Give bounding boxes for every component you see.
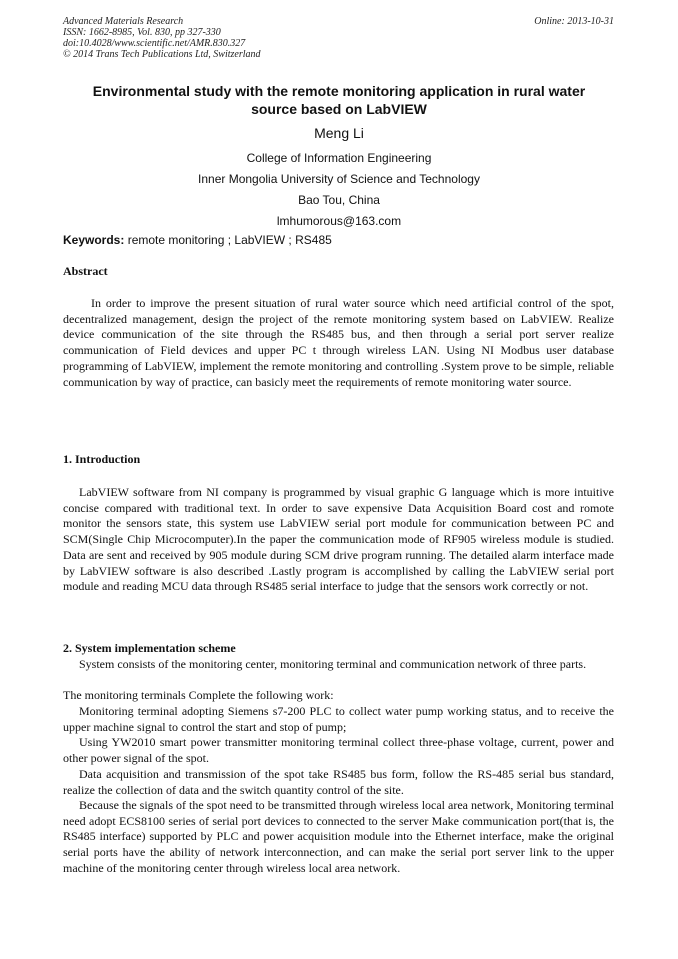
section-1-heading: 1. Introduction: [63, 452, 141, 466]
keywords-list: remote monitoring ; LabVIEW ; RS485: [124, 233, 332, 247]
paper-title: Environmental study with the remote monitoring application in rural water source based on LabVIEW: [92, 83, 586, 117]
author-email: lmhumorous@163.com: [276, 214, 402, 228]
journal-header: [63, 16, 423, 60]
section-2-paragraph-3: Monitoring terminal adopting Siemens s7-200 PLC to collect water pump working status, and to receive the upper machine signal to control the start and stop of pump;: [63, 704, 614, 734]
keywords-label: Keywords:: [63, 233, 125, 247]
section-2-paragraph-6: Because the signals of the spot need to be transmitted through wireless local area network, Monitoring terminal need adopt ECS8100 series of serial port devices to connected to the server Make communication port(that is, the RS485 interface) supported by PLC and power acquisition module into the Ethernet interface, make the original serial ports have the ability of network interconnection, and can make the serial port server link to the upper machine of the monitoring center through wireless local area network.: [63, 798, 614, 875]
journal-name: Advanced Materials Research: [63, 16, 184, 27]
issn-line: ISSN: 1662-8985, Vol. 830, pp 327-330: [63, 27, 221, 38]
section-2-paragraph-5: Data acquisition and transmission of the spot take RS485 bus form, follow the RS-485 serial bus standard, realize the collection of data and the switch quantity control of the site.: [63, 767, 614, 797]
keywords-line: [63, 233, 332, 247]
section-2-paragraph-1: System consists of the monitoring center, monitoring terminal and communication network of three parts.: [79, 657, 587, 671]
copyright-line: © 2014 Trans Tech Publications Ltd, Switzerland: [63, 49, 261, 60]
author-name: Meng Li: [314, 125, 364, 141]
online-date: Online: 2013-10-31: [534, 16, 614, 27]
abstract-heading: Abstract: [63, 264, 108, 278]
abstract-text: In order to improve the present situation of rural water source which need artificial control of the spot, decentralized management, design the project of the remote monitoring system based on LabVIEW. Realize device communication of the site through the RS485 bus, and then through a serial port server realize communication of Field devices and upper PC t through wireless LAN. Using NI Modbus user database programming of LabVIEW, implement the remote monitoring and controlling .System prove to be simple, reliable communication by way of practice, can basicly meet the requirements of remote monitoring water source.: [63, 296, 614, 389]
affiliation-college: College of Information Engineering: [246, 151, 432, 165]
affiliation-university: Inner Mongolia University of Science and Technology: [198, 172, 480, 186]
affiliation-location: Bao Tou, China: [298, 193, 380, 207]
section-2-paragraph-2: The monitoring terminals Complete the following work:: [63, 688, 334, 702]
section-1-text: LabVIEW software from NI company is programmed by visual graphic G language which is more intuitive concise compared with traditional text. In order to save expensive Data Acquisition Board cost and romote monitor the sensors state, this system use LabVIEW serial port module for communication between PC and SCM(Single Chip Microcomputer).In the paper the communication mode of RF905 wireless module is studied. Data are sent and received by 905 module during SCM drive program running. The detailed alarm interface made by LabVIEW software is also described .Lastly program is accomplished by calling the LabVIEW serial port module and reading MCU data through RS485 serial interface to judge that the sensors work correctly or not.: [63, 485, 614, 594]
section-2-paragraph-4: Using YW2010 smart power transmitter monitoring terminal collect three-phase voltage, current, power and other power signal of the spot.: [63, 735, 614, 765]
section-2-heading: 2. System implementation scheme: [63, 641, 236, 655]
doi-line: doi:10.4028/www.scientific.net/AMR.830.327: [63, 38, 246, 49]
